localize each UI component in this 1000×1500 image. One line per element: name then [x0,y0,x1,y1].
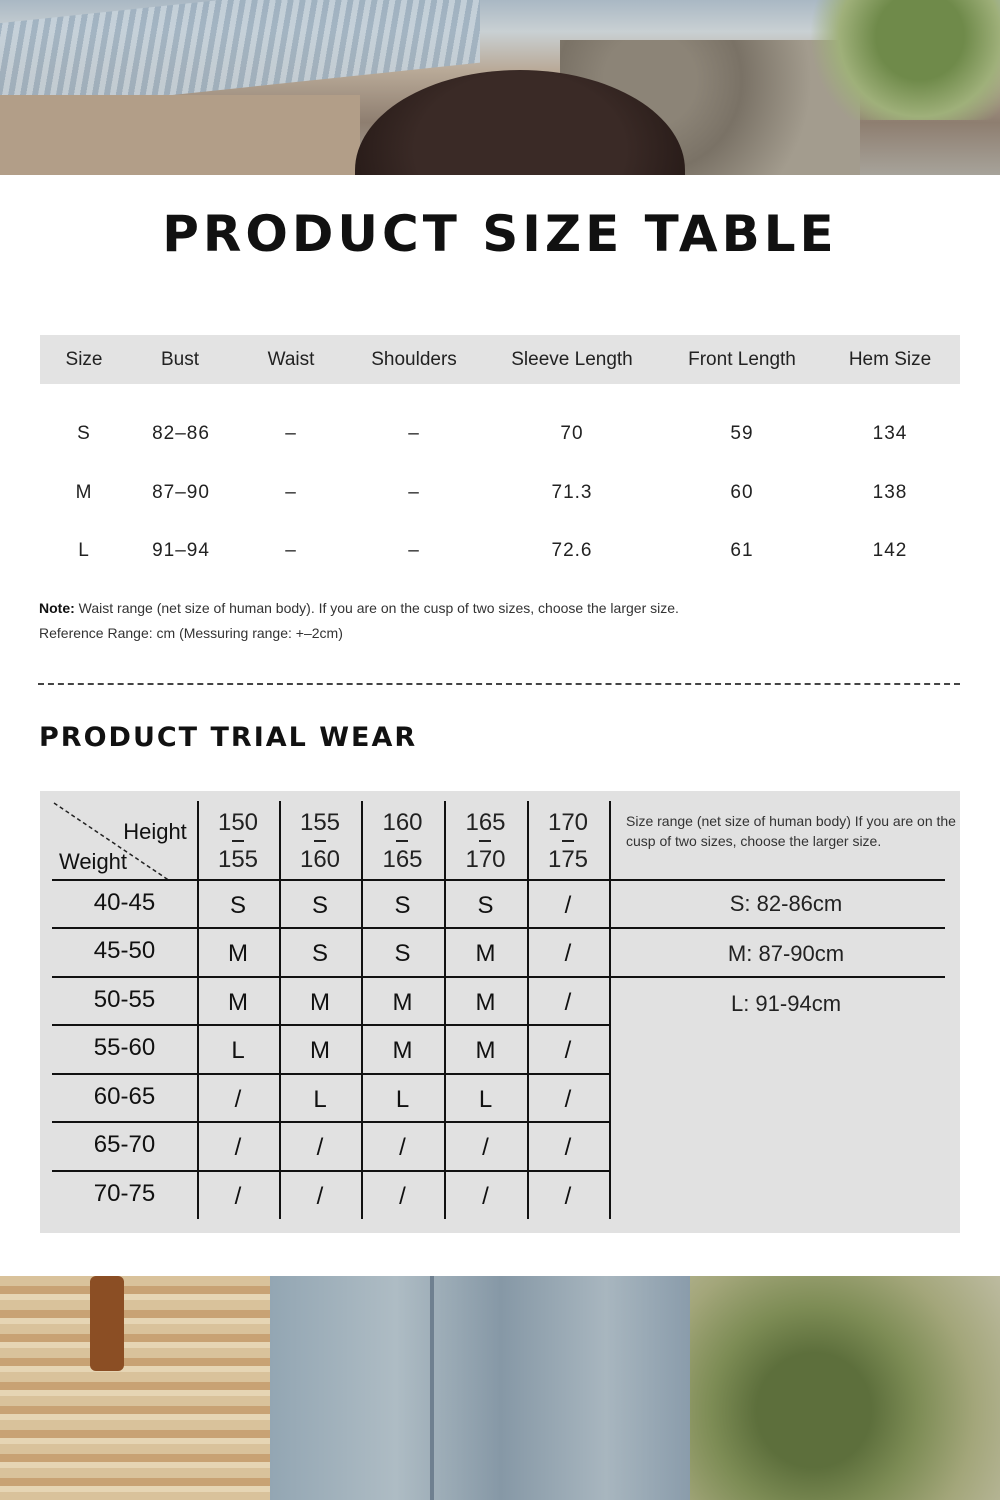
grid-row-line [52,1024,609,1026]
grid-row-line [52,879,609,881]
height-end-value-1: 160 [300,842,340,878]
height-start-0: 150 [217,809,259,836]
trial-wear-title: PRODUCT TRIAL WEAR [39,722,418,753]
height-start-1: 155 [299,809,341,836]
note-text: Waist range (net size of human body). If you are on the cusp of two sizes, choose the larger size. [74,600,679,616]
reference-range: Reference Range: cm (Messuring range: +–2cm) [39,625,343,641]
size-row-1-bust: 87–90 [152,482,210,503]
size-cell-0-3: S [477,892,494,919]
size-cell-2-3: M [475,989,496,1016]
size-cell-6-3: / [482,1183,489,1210]
height-end-value-0: 155 [218,842,258,878]
size-cell-5-1: / [316,1134,324,1161]
note-line [39,600,679,616]
size-cell-3-2: M [392,1037,413,1064]
size-row-1-front-length: 60 [730,482,754,503]
size-cell-5-0: / [234,1134,242,1161]
size-row-1-waist: – [285,482,297,503]
grid-row-line [52,976,609,978]
size-cell-1-3: M [475,940,496,967]
size-range-0: S: 82-86cm [729,891,843,916]
weight-label-3: 55-60 [93,1034,156,1061]
size-row-1-sleeve-length: 71.3 [551,482,593,503]
size-cell-0-2: S [394,892,411,919]
size-cell-3-4: / [564,1037,572,1064]
grid-column-line [609,801,611,1219]
header-waist: Waist [267,349,315,370]
size-cell-0-0: S [229,892,246,919]
size-cell-4-1: L [313,1086,327,1113]
size-row-2-front-length: 61 [730,540,754,561]
size-cell-2-2: M [392,989,413,1016]
size-row-0-sleeve-length: 70 [560,423,584,444]
size-cell-4-0: / [234,1086,242,1113]
size-cell-5-3: / [482,1134,489,1161]
size-cell-3-1: M [310,1037,330,1064]
size-cell-4-3: L [478,1086,493,1113]
size-cell-1-2: S [394,940,411,967]
size-table-header [40,335,960,384]
wall-detail [0,95,360,175]
weight-label-1: 45-50 [93,937,156,964]
size-row-2-hem-size: 142 [872,540,908,561]
size-row-0-size: S [77,423,91,444]
size-cell-1-1: S [311,940,328,967]
size-cell-2-0: M [228,989,248,1016]
trial-wear-table [40,791,960,1233]
height-start-3: 165 [465,809,506,836]
size-row-1-size: M [75,482,93,503]
size-cell-3-3: M [475,1037,496,1064]
height-end-3 [446,842,526,878]
corner-weight-label: Weight [58,849,128,874]
size-cell-3-0: L [231,1037,245,1064]
size-row-2-sleeve-length: 72.6 [551,540,593,561]
size-row-0-hem-size: 134 [872,423,908,444]
size-cell-6-4: / [564,1183,572,1210]
footer-photo [0,1276,1000,1500]
size-cell-5-4: / [564,1134,572,1161]
size-cell-6-0: / [234,1183,242,1210]
size-cell-5-2: / [399,1134,406,1161]
range-row-line [609,927,945,929]
size-row-0-bust: 82–86 [152,423,210,444]
size-cell-0-4: / [564,892,572,919]
size-row-2-shoulders: – [408,540,420,561]
size-row-0-front-length: 59 [730,423,754,444]
size-range-1: M: 87-90cm [727,941,845,966]
height-end-value-4: 175 [548,842,588,878]
background-plants [690,1276,1000,1500]
weight-label-6: 70-75 [93,1180,156,1207]
size-row-0-waist: – [285,423,297,444]
height-end-4 [528,842,608,878]
header-bust: Bust [160,349,200,370]
size-row-1-hem-size: 138 [872,482,908,503]
range-row-line [609,976,945,978]
section-divider [38,683,960,685]
grid-row-line [52,1073,609,1075]
weight-label-0: 40-45 [93,889,156,916]
height-end-1 [280,842,360,878]
size-row-1-shoulders: – [408,482,420,503]
header-size: Size [65,349,103,370]
height-end-2 [363,842,443,878]
weight-label-4: 60-65 [93,1083,156,1110]
height-start-4: 170 [547,809,589,836]
basket-strap [90,1276,124,1371]
size-cell-1-4: / [564,940,572,967]
weight-label-2: 50-55 [93,986,156,1013]
height-end-value-3: 170 [465,842,505,878]
size-cell-2-4: / [564,989,572,1016]
size-row-2-waist: – [285,540,297,561]
size-cell-4-4: / [564,1086,572,1113]
straw-basket [0,1276,310,1500]
grid-row-line [52,927,609,929]
size-cell-1-0: M [228,940,248,967]
size-row-0-shoulders: – [408,423,420,444]
size-cell-6-1: / [316,1183,324,1210]
size-range-2: L: 91-94cm [730,991,842,1016]
corner-height-label: Height [123,819,187,844]
page-title: PRODUCT SIZE TABLE [162,205,838,263]
denim-jeans [270,1276,690,1500]
size-cell-6-2: / [399,1183,406,1210]
header-shoulders: Shoulders [371,349,457,370]
grid-row-line [52,1170,609,1172]
header-sleeve-length: Sleeve Length [511,349,633,370]
size-cell-0-1: S [311,892,328,919]
size-row-2-bust: 91–94 [152,540,210,561]
foliage-detail [800,0,1000,120]
range-row-line [609,879,945,881]
grid-row-line [52,1121,609,1123]
size-range-note: Size range (net size of human body) If you are on the cusp of two sizes, choose the larger size. [626,813,956,849]
header-front-length: Front Length [688,349,796,370]
weight-label-5: 65-70 [93,1131,156,1158]
size-cell-2-1: M [310,989,330,1016]
note-label: Note: [39,600,75,616]
size-cell-4-2: L [395,1086,410,1113]
height-end-0 [198,842,278,878]
height-end-value-2: 165 [382,842,422,878]
size-row-2-size: L [78,540,90,561]
header-photo [0,0,1000,175]
height-start-2: 160 [382,809,423,836]
header-hem-size: Hem Size [848,349,932,370]
jeans-seam [430,1276,434,1500]
